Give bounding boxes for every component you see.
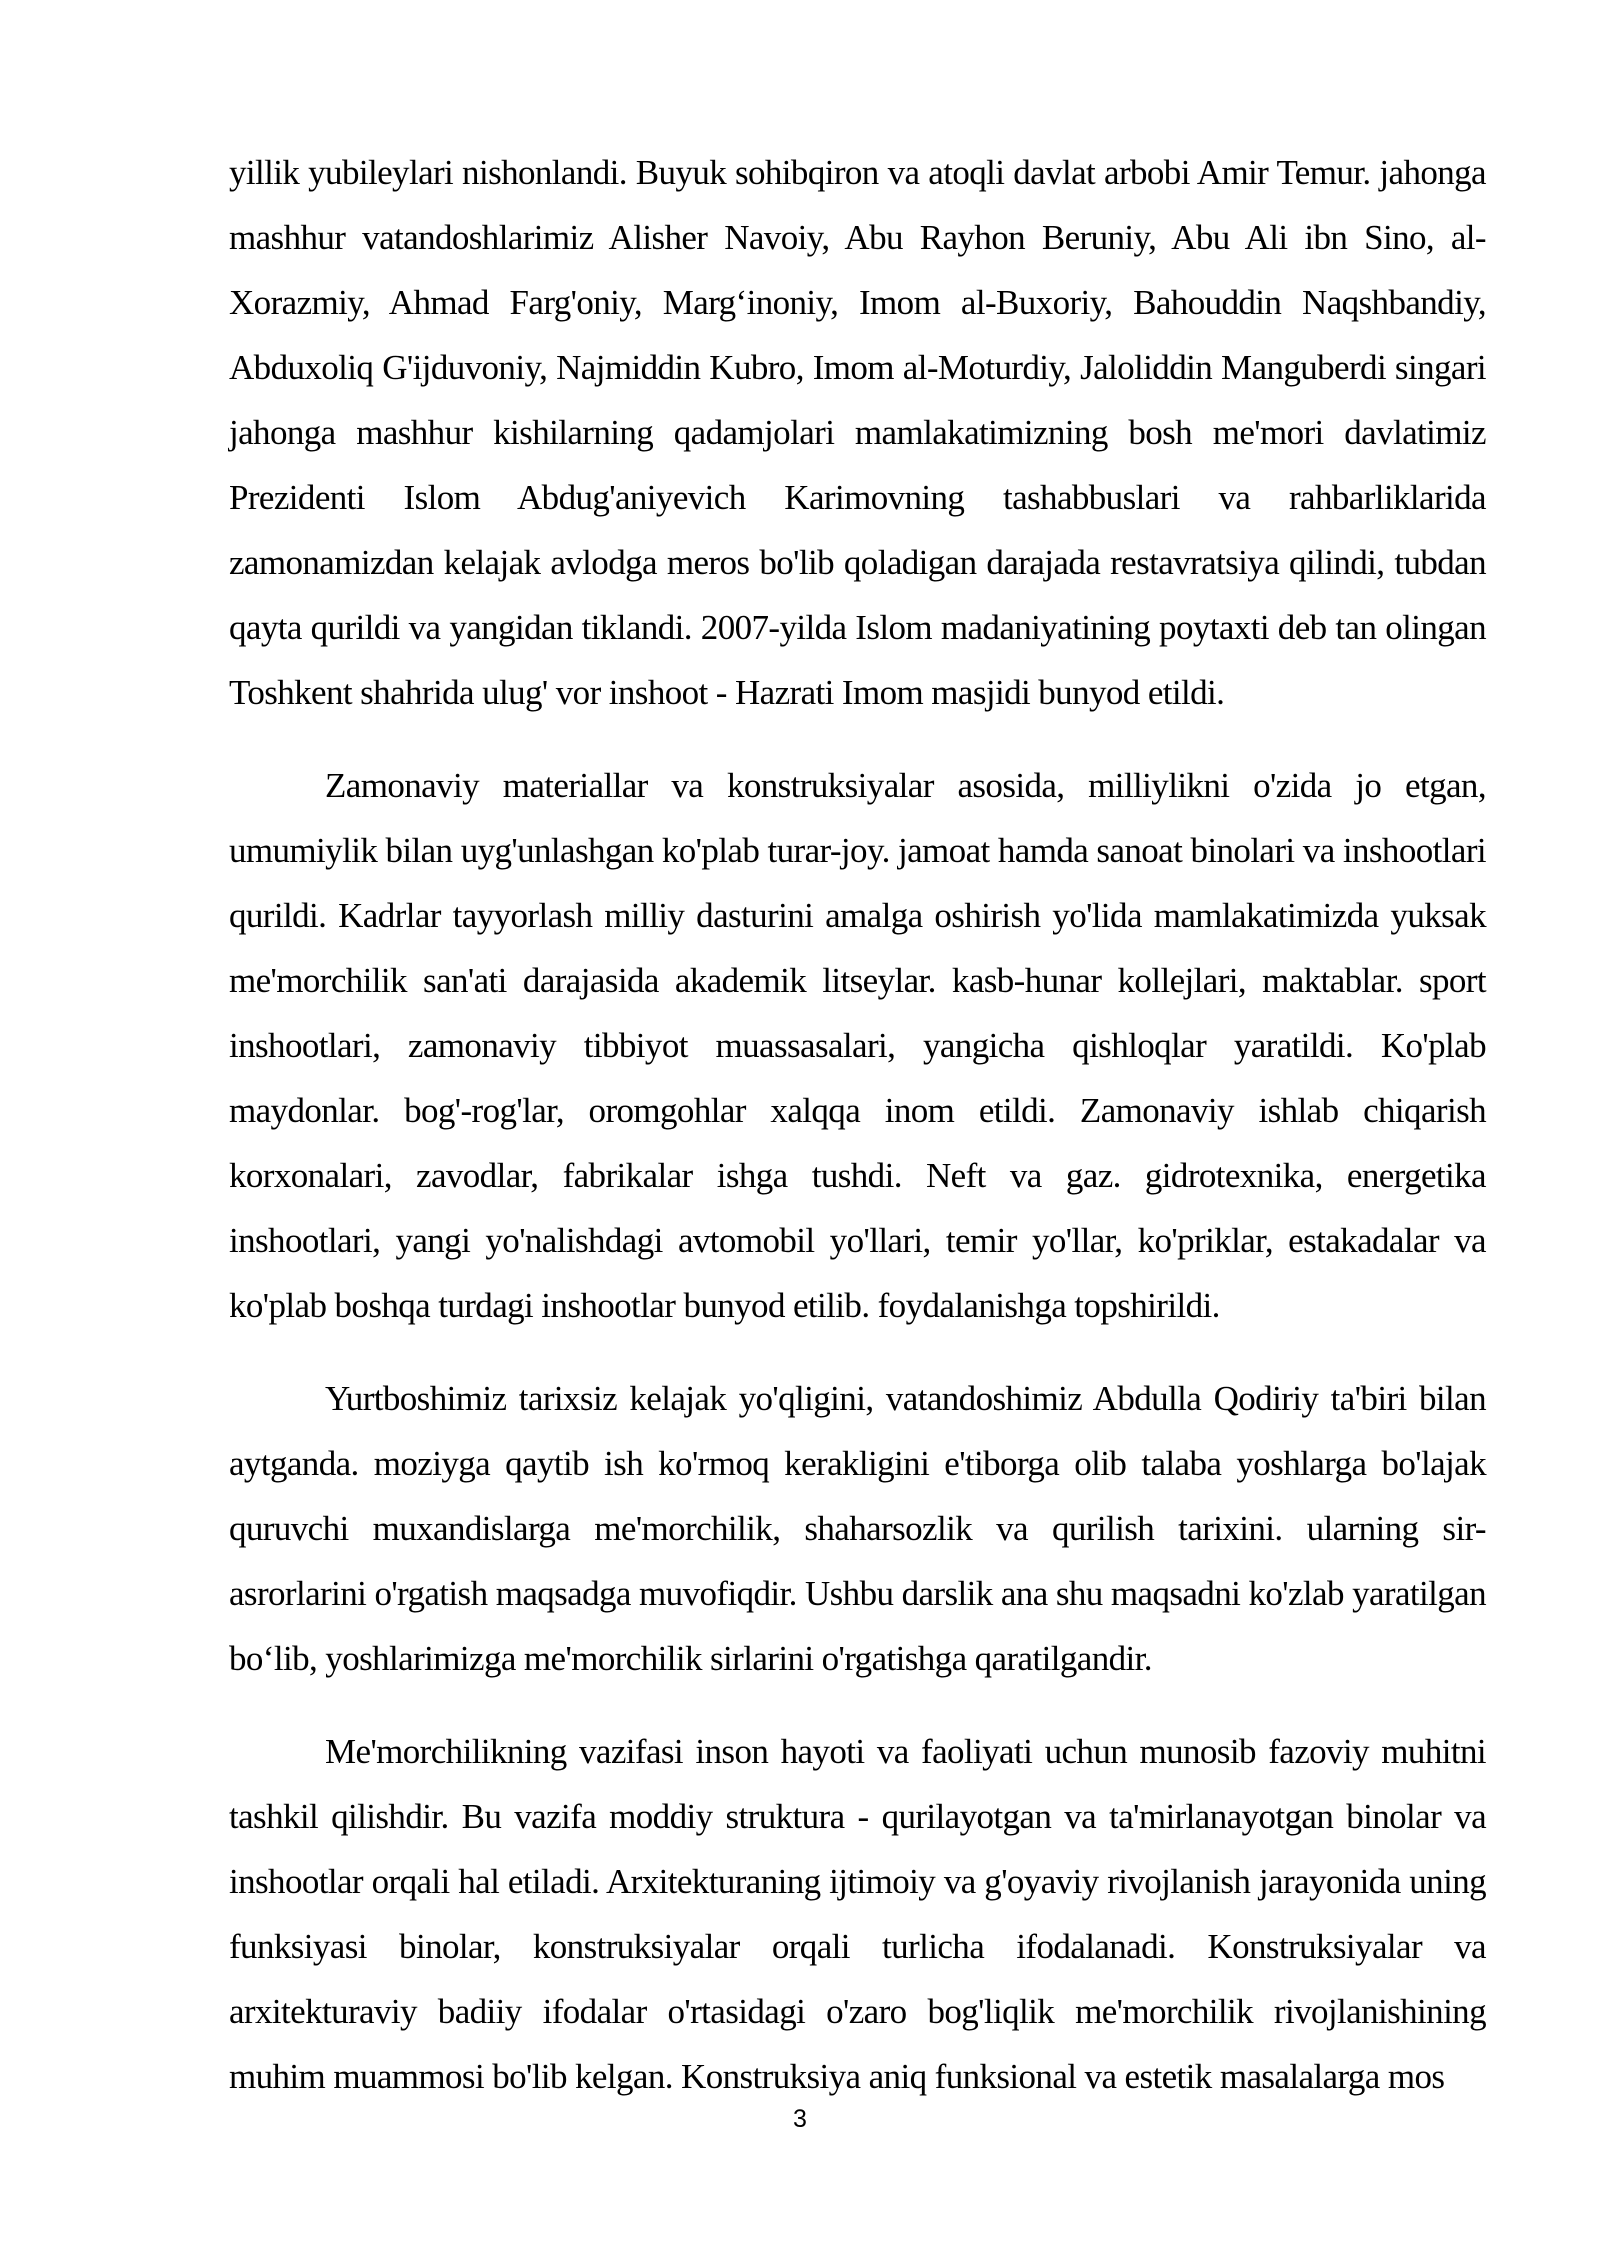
paragraph-4: Me'morchilikning vazifasi inson hayoti va faoliyati uchun munosib fazoviy muhitni tashkil qilishdir. Bu vazifa moddiy struktura - qurilayotgan va ta'mirlanayotgan binolar va inshootlar orqali hal etiladi. Arxitekturaning ijtimoiy va g'oyaviy rivojlanish jarayonida uning funksiyasi binolar, konstruksiyalar orqali turlicha ifodalanadi. Konstruksiyalar va arxitekturaviy badiiy ifodalar o'rtasidagi o'zaro bog'liqlik me'morchilik rivojlanishining muhim muammosi bo'lib kelgan. Konstruksiya aniq funksional va estetik masalalarga mos xyxy=(229,1732,1486,2096)
body-text xyxy=(229,140,1486,2109)
page-number: 3 xyxy=(793,2105,807,2133)
paragraph-2: Zamonaviy materiallar va konstruksiyalar asosida, milliylikni o'zida jo etgan, umumiylik bilan uyg'unlashgan ko'plab turar-joy. jamoat hamda sanoat binolari va inshootlari qurildi. Kadrlar tayyorlash milliy dasturini amalga oshirish yo'lida mamlakatimizda yuksak me'morchilik san'ati darajasida akademik litseylar. kasb-hunar kollejlari, maktablar. sport inshootlari, zamonaviy tibbiyot muassasalari, yangicha qishloqlar yaratildi. Ko'plab maydonlar. bog'-rog'lar, oromgohlar xalqqa inom etildi. Zamonaviy ishlab chiqarish korxonalari, zavodlar, fabrikalar ishga tushdi. Neft va gaz. gidrotexnika, energetika inshootlari, yangi yo'nalishdagi avtomobil yo'llari, temir yo'llar, ko'priklar, estakadalar va ko'plab boshqa turdagi inshootlar bunyod etilib. foydalanishga topshirildi. xyxy=(229,766,1486,1325)
paragraph-1: yillik yubileylari nishonlandi. Buyuk sohibqiron va atoqli davlat arbobi Amir Temur. jahonga mashhur vatandoshlarimiz Alisher Navoiy, Abu Rayhon Beruniy, Abu Ali ibn Sino, al-Xorazmiy, Ahmad Farg'oniy, Marg‘inoniy, Imom al-Buxoriy, Bahouddin Naqshbandiy, Abduxoliq G'ijduvoniy, Najmiddin Kubro, Imom al-Moturdiy, Jaloliddin Manguberdi singari jahonga mashhur kishilarning qadamjolari mamlakatimizning bosh me'mori davlatimiz Prezidenti Islom Abdug'aniyevich Karimovning tashabbuslari va rahbarliklarida zamonamizdan kelajak avlodga meros bo'lib qoladigan darajada restavratsiya qilindi, tubdan qayta qurildi va yangidan tiklandi. 2007-yilda Islom madaniyatining poytaxti deb tan olingan Toshkent shahrida ulug' vor inshoot - Hazrati Imom masjidi bunyod etildi. xyxy=(229,153,1486,712)
paragraph-3: Yurtboshimiz tarixsiz kelajak yo'qligini, vatandoshimiz Abdulla Qodiriy ta'biri bilan aytganda. moziyga qaytib ish ko'rmoq kerakligini e'tiborga olib talaba yoshlarga bo'lajak quruvchi muxandislarga me'morchilik, shaharsozlik va qurilish tarixini. ularning sir-asrorlarini o'rgatish maqsadga muvofiqdir. Ushbu darslik ana shu maqsadni ko'zlab yaratilgan bo‘lib, yoshlarimizga me'morchilik sirlarini o'rgatishga qaratilgandir. xyxy=(229,1379,1486,1678)
